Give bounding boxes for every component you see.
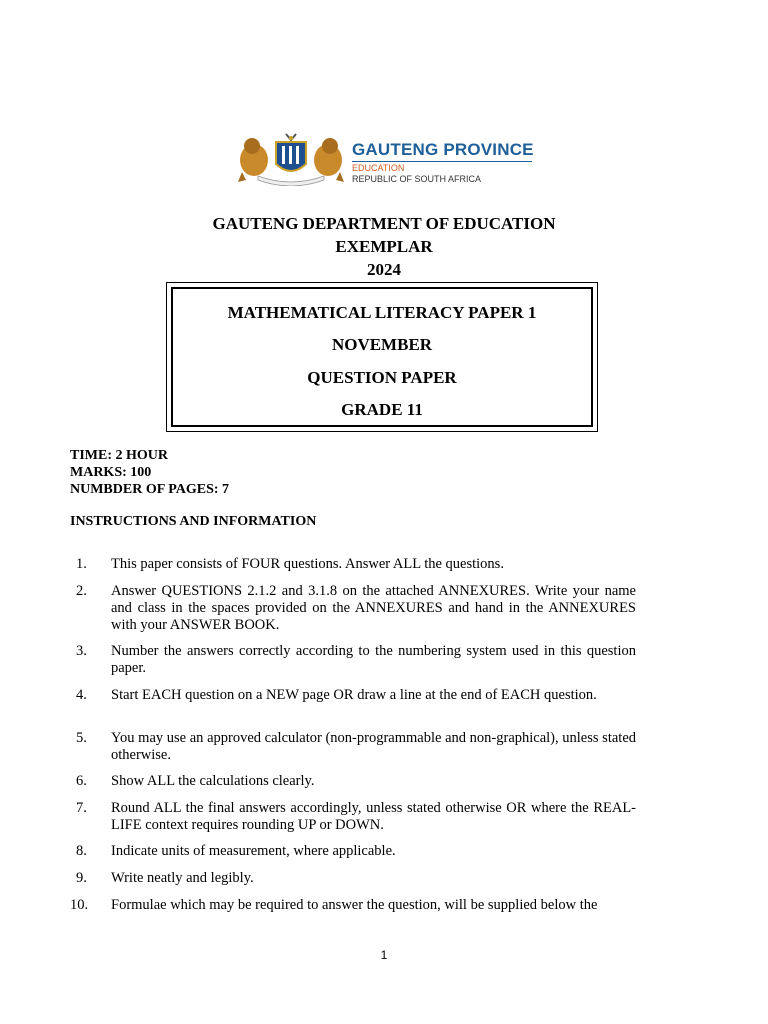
list-item-number: 9.	[76, 870, 87, 886]
logo-title: GAUTENG PROVINCE	[352, 140, 534, 159]
list-item-text: Write neatly and legibly.	[111, 870, 254, 886]
list-item-text: Show ALL the calculations clearly.	[111, 773, 315, 789]
list-item-text: Formulae which may be required to answer the question, will be supplied below the	[111, 897, 598, 913]
instructions-title: INSTRUCTIONS AND INFORMATION	[70, 514, 317, 529]
list-item-text: Start EACH question on a NEW page OR draw a line at the end of EACH question.	[111, 687, 597, 703]
page-count: NUMBDER OF PAGES: 7	[70, 482, 230, 497]
list-item-number: 10.	[70, 897, 89, 913]
list-item-number: 5.	[76, 730, 87, 746]
list-item-text: Number the answers correctly according to the numbering system used in this question paper.	[111, 643, 636, 676]
logo-subtitle-country: REPUBLIC OF SOUTH AFRICA	[352, 174, 482, 184]
exemplar-heading: EXEMPLAR	[335, 237, 433, 256]
list-item-number: 4.	[76, 687, 87, 703]
department-heading: GAUTENG DEPARTMENT OF EDUCATION	[212, 214, 556, 233]
list-item-text: You may use an approved calculator (non-programmable and non-graphical), unless stated otherwise.	[111, 730, 636, 763]
logo-divider	[352, 161, 532, 162]
list-item-text: Round ALL the final answers accordingly, unless stated otherwise OR where the REAL-LIFE context requires rounding UP or DOWN.	[111, 800, 636, 833]
list-item-text: Indicate units of measurement, where applicable.	[111, 843, 396, 859]
title-box	[166, 282, 598, 432]
title-box-inner	[171, 287, 593, 427]
paper-kind: QUESTION PAPER	[307, 368, 457, 387]
coat-of-arms-icon	[232, 132, 350, 186]
list-item-number: 8.	[76, 843, 87, 859]
list-item-text: Answer QUESTIONS 2.1.2 and 3.1.8 on the attached ANNEXURES. Write your name and class in the spaces provided on the ANNEXURES and hand in the ANNEXURES with your ANSWER BOOK.	[111, 583, 636, 633]
list-item-number: 2.	[76, 583, 87, 599]
year-heading: 2024	[367, 260, 401, 279]
grade-label: GRADE 11	[341, 400, 423, 419]
exam-month: NOVEMBER	[331, 335, 433, 354]
page-number: 1	[380, 948, 388, 962]
logo-subtitle-education: EDUCATION	[352, 163, 405, 173]
list-item-number: 3.	[76, 643, 87, 659]
exam-time: TIME: 2 HOUR	[70, 448, 168, 463]
list-item-number: 1.	[76, 556, 87, 572]
exam-marks: MARKS: 100	[70, 465, 152, 480]
subject-title: MATHEMATICAL LITERACY PAPER 1	[227, 303, 537, 322]
list-item-number: 6.	[76, 773, 87, 789]
list-item-number: 7.	[76, 800, 87, 816]
list-item-text: This paper consists of FOUR questions. Answer ALL the questions.	[111, 556, 504, 572]
gauteng-province-logo	[232, 132, 536, 186]
